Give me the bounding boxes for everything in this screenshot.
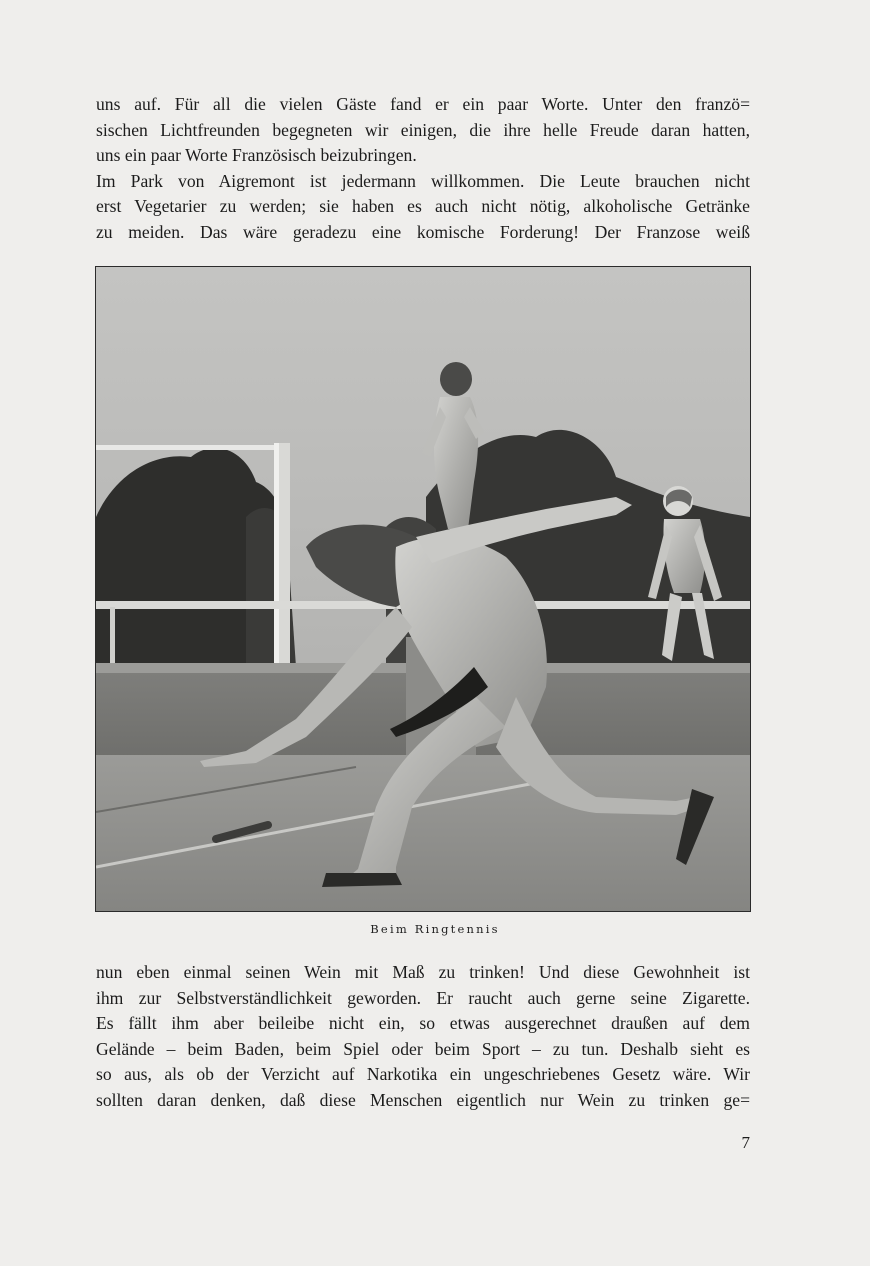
text-line: sollten daran denken, daß diese Menschen eigentlich nur Wein zu trinken ge=: [96, 1089, 750, 1110]
text-line: Es fällt ihm aber beileibe nicht ein, so etwas ausgerechnet draußen auf dem: [96, 1013, 750, 1033]
text-line: uns ein paar Worte Französisch beizubringen.: [96, 145, 417, 165]
text-line: zu meiden. Das wäre geradezu eine komische Forderung! Der Franzose weiß: [96, 221, 750, 242]
text-line: nun eben einmal seinen Wein mit Maß zu trinken! Und diese Gewohnheit ist: [96, 962, 750, 982]
photograph: [95, 266, 751, 912]
photo-illustration: [96, 267, 750, 911]
text-line: ihm zur Selbstverständlichkeit geworden. Er raucht auch gerne seine Zigarette.: [96, 987, 750, 1008]
text-line: Gelände – beim Baden, beim Spiel oder beim Sport – zu tun. Deshalb sieht es: [96, 1038, 750, 1059]
bottom-paragraph: [96, 960, 750, 1113]
text-line: so aus, als ob der Verzicht auf Narkotika ein ungeschriebenes Gesetz wäre. Wir: [96, 1064, 750, 1084]
photo-caption: Beim Ringtennis: [370, 922, 500, 936]
text-line: erst Vegetarier zu werden; sie haben es auch nicht nötig, alkoholische Getränke: [96, 196, 750, 216]
text-line: Im Park von Aigremont ist jedermann willkommen. Die Leute brauchen nicht: [96, 170, 750, 191]
text-line: uns auf. Für all die vielen Gäste fand er ein paar Worte. Unter den franzö=: [96, 94, 750, 114]
top-paragraph: [96, 92, 750, 245]
text-line: sischen Lichtfreunden begegneten wir einigen, die ihre helle Freude daran hatten,: [96, 119, 750, 140]
page-number: 7: [741, 1133, 750, 1152]
